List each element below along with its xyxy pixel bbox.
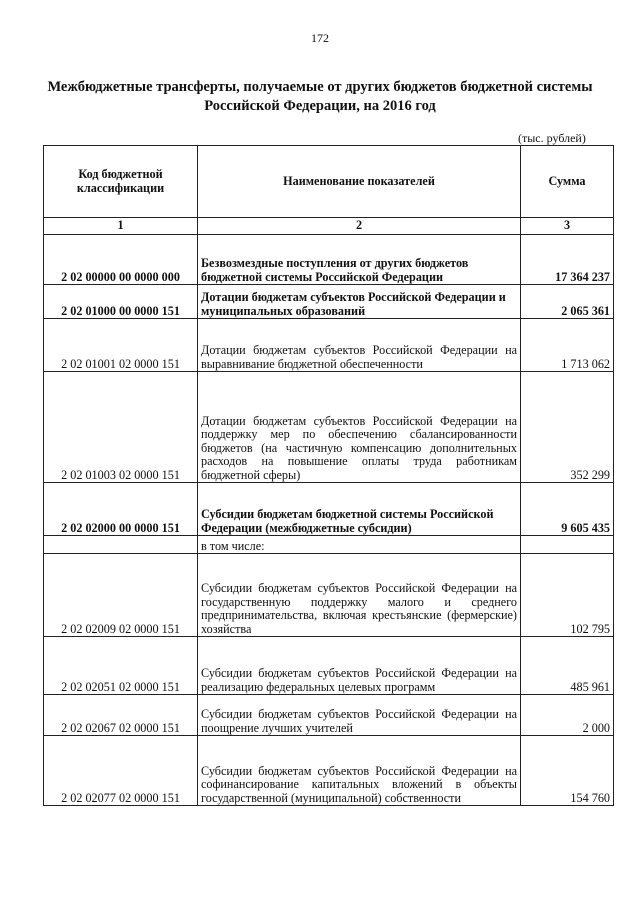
row-code: [44, 536, 198, 554]
document-title: Межбюджетные трансферты, получаемые от других бюджетов бюджетной системы Российской Федерации, на 2016 год: [47, 79, 593, 114]
row-code: 2 02 01003 02 0000 151: [44, 372, 198, 483]
row-sum: [521, 536, 614, 554]
header-sum: Сумма: [521, 146, 614, 218]
row-name: Субсидии бюджетам бюджетной системы Российской Федерации (межбюджетные субсидии): [198, 483, 521, 536]
row-sum: 485 961: [521, 637, 614, 695]
row-name: Субсидии бюджетам субъектов Российской Федерации на софинансирование капитальных вложений в объекты государственной (муниципальной) собственности: [198, 736, 521, 806]
row-name: Дотации бюджетам субъектов Российской Федерации и муниципальных образований: [198, 285, 521, 319]
table-row: [44, 285, 614, 319]
row-code: 2 02 00000 00 0000 000: [44, 235, 198, 285]
row-sum: 1 713 062: [521, 319, 614, 372]
row-name: в том числе:: [198, 536, 521, 554]
row-name: Безвозмездные поступления от других бюджетов бюджетной системы Российской Федерации: [198, 235, 521, 285]
row-code: 2 02 02009 02 0000 151: [44, 554, 198, 637]
column-numbers-row: [44, 218, 614, 235]
table-row: [44, 637, 614, 695]
row-name: Дотации бюджетам субъектов Российской Федерации на выравнивание бюджетной обеспеченности: [198, 319, 521, 372]
row-sum: 17 364 237: [521, 235, 614, 285]
table-row: [44, 695, 614, 736]
table-row: [44, 736, 614, 806]
row-code: 2 02 02077 02 0000 151: [44, 736, 198, 806]
header-name: Наименование показателей: [198, 146, 521, 218]
page-number: 172: [311, 31, 329, 45]
row-name: Субсидии бюджетам субъектов Российской Федерации на государственную поддержку малого и среднего предпринимательства, включая крестьянские (фермерские) хозяйства: [198, 554, 521, 637]
row-code: 2 02 02051 02 0000 151: [44, 637, 198, 695]
row-code: 2 02 02000 00 0000 151: [44, 483, 198, 536]
transfers-table: [43, 145, 614, 806]
column-number: 2: [198, 218, 521, 235]
row-sum: 2 000: [521, 695, 614, 736]
row-sum: 102 795: [521, 554, 614, 637]
table-row: [44, 554, 614, 637]
row-sum: 154 760: [521, 736, 614, 806]
header-code: Код бюджетной классификации: [44, 146, 198, 218]
row-code: 2 02 01001 02 0000 151: [44, 319, 198, 372]
row-code: 2 02 01000 00 0000 151: [44, 285, 198, 319]
table-header-row: [44, 146, 614, 218]
row-code: 2 02 02067 02 0000 151: [44, 695, 198, 736]
row-name: Субсидии бюджетам субъектов Российской Федерации на поощрение лучших учителей: [198, 695, 521, 736]
row-name: Дотации бюджетам субъектов Российской Федерации на поддержку мер по обеспечению сбалансированности бюджетов (на частичную компенсацию дополнительных расходов на повышение оплаты труда работникам бюджетной сферы): [198, 372, 521, 483]
row-sum: 352 299: [521, 372, 614, 483]
row-sum: 9 605 435: [521, 483, 614, 536]
column-number: 1: [44, 218, 198, 235]
table-row: [44, 536, 614, 554]
table-row: [44, 235, 614, 285]
row-name: Субсидии бюджетам субъектов Российской Федерации на реализацию федеральных целевых программ: [198, 637, 521, 695]
table-row: [44, 483, 614, 536]
table-row: [44, 372, 614, 483]
column-number: 3: [521, 218, 614, 235]
table-row: [44, 319, 614, 372]
unit-label: (тыс. рублей): [518, 131, 586, 145]
row-sum: 2 065 361: [521, 285, 614, 319]
